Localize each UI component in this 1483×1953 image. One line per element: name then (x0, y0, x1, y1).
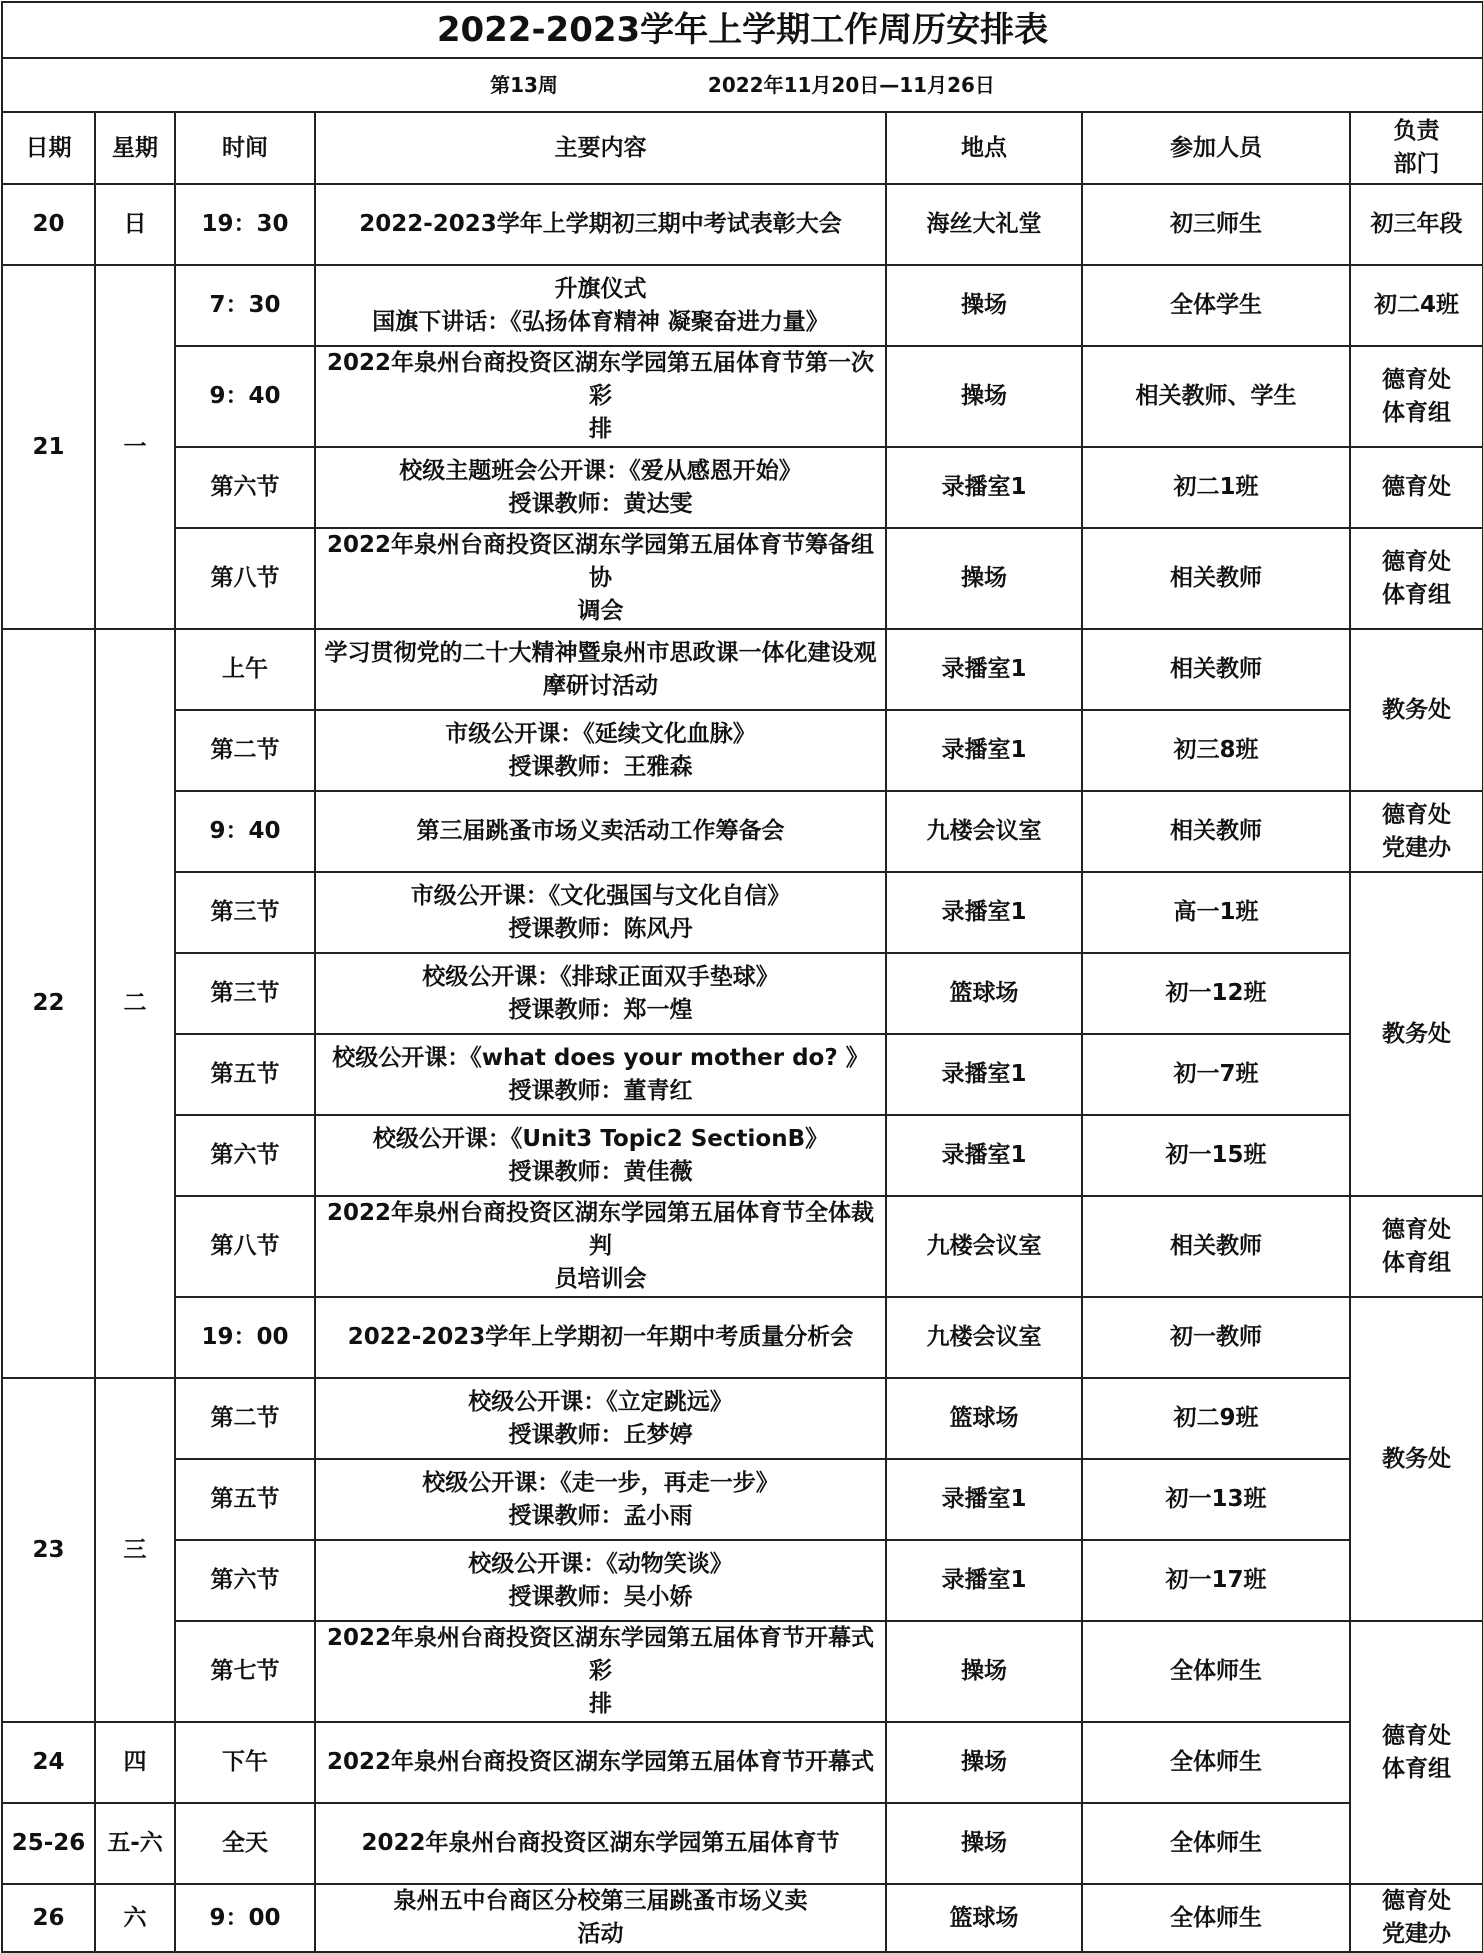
cell-participants: 初二9班 (1082, 1378, 1350, 1459)
cell-location: 录播室1 (886, 872, 1082, 953)
cell-participants: 全体学生 (1082, 265, 1350, 346)
cell-date: 20 (2, 184, 95, 265)
table-row (2, 1297, 1483, 1378)
cell-time: 9：00 (175, 1884, 315, 1952)
cell-participants: 初一教师 (1082, 1297, 1350, 1378)
header-department: 负责 部门 (1350, 112, 1483, 184)
cell-department: 德育处 体育组 (1350, 346, 1483, 447)
cell-content: 校级公开课：《立定跳远》 授课教师：丘梦婷 (315, 1378, 886, 1459)
schedule-table (1, 1, 1483, 1953)
table-row (2, 1034, 1483, 1115)
cell-content: 校级主题班会公开课：《爱从感恩开始》 授课教师：黄达雯 (315, 447, 886, 528)
cell-time: 第六节 (175, 1115, 315, 1196)
table-row (2, 953, 1483, 1034)
header-time: 时间 (175, 112, 315, 184)
cell-participants: 全体师生 (1082, 1621, 1350, 1722)
cell-department: 初二4班 (1350, 265, 1483, 346)
cell-time: 第二节 (175, 710, 315, 791)
page-title: 2022-2023学年上学期工作周历安排表 (2, 2, 1483, 58)
cell-weekday: 一 (95, 265, 175, 629)
cell-department: 德育处 (1350, 447, 1483, 528)
cell-time: 第五节 (175, 1459, 315, 1540)
cell-location: 九楼会议室 (886, 1196, 1082, 1297)
cell-time: 全天 (175, 1803, 315, 1884)
week-label: 第13周 (490, 72, 558, 97)
cell-location: 录播室1 (886, 710, 1082, 791)
cell-department: 教务处 (1350, 872, 1483, 1196)
table-row (2, 184, 1483, 265)
cell-participants: 初一12班 (1082, 953, 1350, 1034)
cell-participants: 初二1班 (1082, 447, 1350, 528)
cell-time: 第五节 (175, 1034, 315, 1115)
cell-date: 22 (2, 629, 95, 1378)
cell-content: 2022年泉州台商投资区湖东学园第五届体育节筹备组协 调会 (315, 528, 886, 629)
cell-content: 2022-2023学年上学期初一年期中考质量分析会 (315, 1297, 886, 1378)
table-row (2, 1196, 1483, 1297)
table-row (2, 1115, 1483, 1196)
cell-department: 德育处 党建办 (1350, 1884, 1483, 1952)
cell-participants: 初一13班 (1082, 1459, 1350, 1540)
cell-department: 教务处 (1350, 629, 1483, 791)
cell-department: 教务处 (1350, 1297, 1483, 1621)
cell-time: 第三节 (175, 953, 315, 1034)
cell-time: 第六节 (175, 1540, 315, 1621)
cell-time: 第八节 (175, 528, 315, 629)
cell-date: 23 (2, 1378, 95, 1722)
cell-content: 2022-2023学年上学期初三期中考试表彰大会 (315, 184, 886, 265)
table-row (2, 710, 1483, 791)
cell-location: 录播室1 (886, 1115, 1082, 1196)
cell-participants: 初三师生 (1082, 184, 1350, 265)
cell-location: 录播室1 (886, 1459, 1082, 1540)
cell-content: 市级公开课：《延续文化血脉》 授课教师：王雅森 (315, 710, 886, 791)
cell-department: 德育处 体育组 (1350, 1196, 1483, 1297)
cell-participants: 相关教师 (1082, 528, 1350, 629)
cell-location: 篮球场 (886, 1884, 1082, 1952)
table-row (2, 447, 1483, 528)
table-row (2, 872, 1483, 953)
cell-location: 海丝大礼堂 (886, 184, 1082, 265)
cell-time: 第二节 (175, 1378, 315, 1459)
cell-content: 2022年泉州台商投资区湖东学园第五届体育节全体裁判 员培训会 (315, 1196, 886, 1297)
cell-time: 上午 (175, 629, 315, 710)
cell-participants: 相关教师 (1082, 629, 1350, 710)
cell-department: 德育处 体育组 (1350, 528, 1483, 629)
header-row (2, 112, 1483, 184)
header-weekday: 星期 (95, 112, 175, 184)
cell-content: 第三届跳蚤市场义卖活动工作筹备会 (315, 791, 886, 872)
date-range: 2022年11月20日—11月26日 (707, 72, 995, 97)
cell-weekday: 四 (95, 1722, 175, 1803)
cell-date: 26 (2, 1884, 95, 1952)
cell-content: 泉州五中台商区分校第三届跳蚤市场义卖 活动 (315, 1884, 886, 1952)
table-row (2, 1722, 1483, 1803)
cell-weekday: 三 (95, 1378, 175, 1722)
cell-location: 九楼会议室 (886, 1297, 1082, 1378)
cell-location: 九楼会议室 (886, 791, 1082, 872)
cell-content: 2022年泉州台商投资区湖东学园第五届体育节第一次彩 排 (315, 346, 886, 447)
cell-content: 学习贯彻党的二十大精神暨泉州市思政课一体化建设观 摩研讨活动 (315, 629, 886, 710)
cell-weekday: 日 (95, 184, 175, 265)
cell-participants: 高一1班 (1082, 872, 1350, 953)
cell-time: 7：30 (175, 265, 315, 346)
cell-location: 录播室1 (886, 1034, 1082, 1115)
cell-location: 操场 (886, 1722, 1082, 1803)
table-row (2, 1803, 1483, 1884)
cell-content: 校级公开课：《动物笑谈》 授课教师：吴小娇 (315, 1540, 886, 1621)
cell-location: 操场 (886, 528, 1082, 629)
table-row (2, 1884, 1483, 1952)
cell-time: 第三节 (175, 872, 315, 953)
table-row (2, 346, 1483, 447)
table-row (2, 528, 1483, 629)
cell-location: 录播室1 (886, 447, 1082, 528)
cell-location: 篮球场 (886, 1378, 1082, 1459)
header-content: 主要内容 (315, 112, 886, 184)
cell-location: 操场 (886, 265, 1082, 346)
cell-participants: 初一17班 (1082, 1540, 1350, 1621)
cell-time: 下午 (175, 1722, 315, 1803)
cell-time: 第七节 (175, 1621, 315, 1722)
cell-participants: 全体师生 (1082, 1722, 1350, 1803)
cell-location: 操场 (886, 1803, 1082, 1884)
table-row (2, 629, 1483, 710)
cell-participants: 初一15班 (1082, 1115, 1350, 1196)
cell-time: 19：00 (175, 1297, 315, 1378)
cell-participants: 初一7班 (1082, 1034, 1350, 1115)
cell-date: 25-26 (2, 1803, 95, 1884)
cell-time: 第八节 (175, 1196, 315, 1297)
cell-weekday: 六 (95, 1884, 175, 1952)
cell-date: 21 (2, 265, 95, 629)
cell-content: 升旗仪式 国旗下讲话：《弘扬体育精神 凝聚奋进力量》 (315, 265, 886, 346)
cell-department: 德育处 体育组 (1350, 1621, 1483, 1884)
cell-location: 操场 (886, 1621, 1082, 1722)
table-row (2, 1540, 1483, 1621)
cell-participants: 相关教师 (1082, 1196, 1350, 1297)
cell-participants: 相关教师、学生 (1082, 346, 1350, 447)
cell-time: 9：40 (175, 791, 315, 872)
cell-content: 校级公开课：《排球正面双手垫球》 授课教师：郑一煌 (315, 953, 886, 1034)
cell-department: 初三年段 (1350, 184, 1483, 265)
cell-weekday: 五-六 (95, 1803, 175, 1884)
cell-content: 校级公开课：《what does your mother do? 》 授课教师：董青红 (315, 1034, 886, 1115)
week-info (2, 58, 1483, 112)
cell-location: 录播室1 (886, 629, 1082, 710)
cell-time: 第六节 (175, 447, 315, 528)
cell-participants: 全体师生 (1082, 1884, 1350, 1952)
cell-location: 操场 (886, 346, 1082, 447)
cell-department: 德育处 党建办 (1350, 791, 1483, 872)
cell-content: 2022年泉州台商投资区湖东学园第五届体育节开幕式彩 排 (315, 1621, 886, 1722)
header-date: 日期 (2, 112, 95, 184)
cell-content: 校级公开课：《走一步，再走一步》 授课教师：孟小雨 (315, 1459, 886, 1540)
cell-participants: 相关教师 (1082, 791, 1350, 872)
table-row (2, 1459, 1483, 1540)
table-row (2, 1621, 1483, 1722)
cell-content: 市级公开课：《文化强国与文化自信》 授课教师：陈风丹 (315, 872, 886, 953)
cell-content: 校级公开课：《Unit3 Topic2 SectionB》 授课教师：黄佳薇 (315, 1115, 886, 1196)
header-participants: 参加人员 (1082, 112, 1350, 184)
table-row (2, 265, 1483, 346)
cell-location: 篮球场 (886, 953, 1082, 1034)
header-location: 地点 (886, 112, 1082, 184)
cell-content: 2022年泉州台商投资区湖东学园第五届体育节 (315, 1803, 886, 1884)
cell-weekday: 二 (95, 629, 175, 1378)
cell-participants: 初三8班 (1082, 710, 1350, 791)
cell-participants: 全体师生 (1082, 1803, 1350, 1884)
cell-date: 24 (2, 1722, 95, 1803)
table-row (2, 791, 1483, 872)
cell-time: 9：40 (175, 346, 315, 447)
cell-location: 录播室1 (886, 1540, 1082, 1621)
cell-content: 2022年泉州台商投资区湖东学园第五届体育节开幕式 (315, 1722, 886, 1803)
table-row (2, 1378, 1483, 1459)
cell-time: 19：30 (175, 184, 315, 265)
